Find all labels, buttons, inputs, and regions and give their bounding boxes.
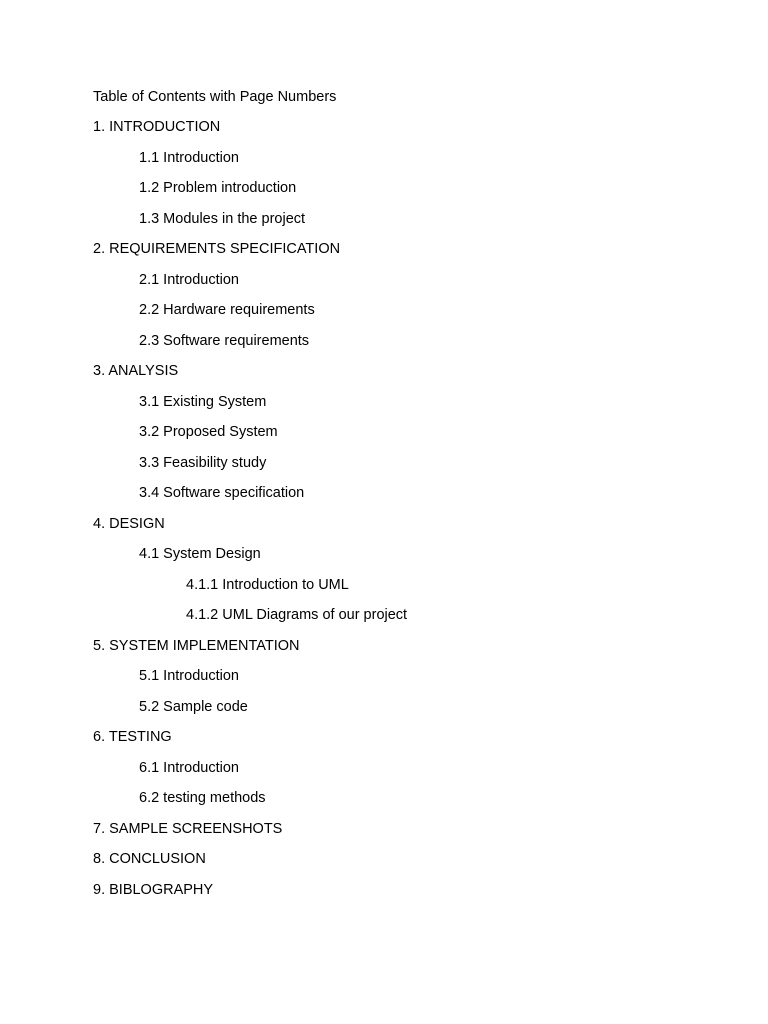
toc-entry-level-2: 5.2 Sample code [139, 698, 248, 715]
toc-entry-level-2: 3.2 Proposed System [139, 424, 278, 440]
toc-entry-level-1: 6. TESTING [93, 729, 172, 745]
toc-entry-level-2: 1.1 Introduction [139, 149, 239, 166]
toc-entry-level-1: 2. REQUIREMENTS SPECIFICATION [93, 241, 341, 257]
toc-entry-level-3: 4.1.1 Introduction to UML [186, 576, 349, 593]
toc-entry-level-3: 4.1.2 UML Diagrams of our project [186, 607, 408, 623]
toc-entry-level-2: 4.1 System Design [139, 546, 261, 562]
toc-entry-level-2: 5.1 Introduction [139, 668, 239, 684]
toc-entry-level-1: 9. BIBLOGRAPHY [93, 881, 214, 898]
toc-entry-level-1: 1. INTRODUCTION [93, 119, 221, 135]
toc-entry-level-1: 5. SYSTEM IMPLEMENTATION [93, 637, 300, 654]
toc-entry-level-2: 3.3 Feasibility study [139, 454, 267, 471]
toc-entry-level-2: 2.1 Introduction [139, 271, 239, 288]
table-of-contents [0, 117, 768, 910]
toc-entry-level-2: 2.2 Hardware requirements [139, 302, 315, 318]
toc-entry-level-1: 8. CONCLUSION [93, 851, 206, 867]
toc-entry-level-2: 6.1 Introduction [139, 759, 239, 776]
document-title: Table of Contents with Page Numbers [93, 89, 337, 105]
toc-entry-level-1: 4. DESIGN [93, 515, 165, 532]
toc-entry-level-1: 3. ANALYSIS [93, 363, 179, 379]
toc-entry-level-2: 1.3 Modules in the project [139, 210, 306, 227]
toc-entry-level-2: 1.2 Problem introduction [139, 180, 297, 196]
toc-entry-level-1: 7. SAMPLE SCREENSHOTS [93, 820, 283, 837]
toc-entry-level-2: 6.2 testing methods [139, 790, 266, 806]
toc-entry-level-2: 3.4 Software specification [139, 485, 305, 501]
toc-entry-level-2: 3.1 Existing System [139, 393, 267, 410]
toc-entry-level-2: 2.3 Software requirements [139, 332, 310, 349]
